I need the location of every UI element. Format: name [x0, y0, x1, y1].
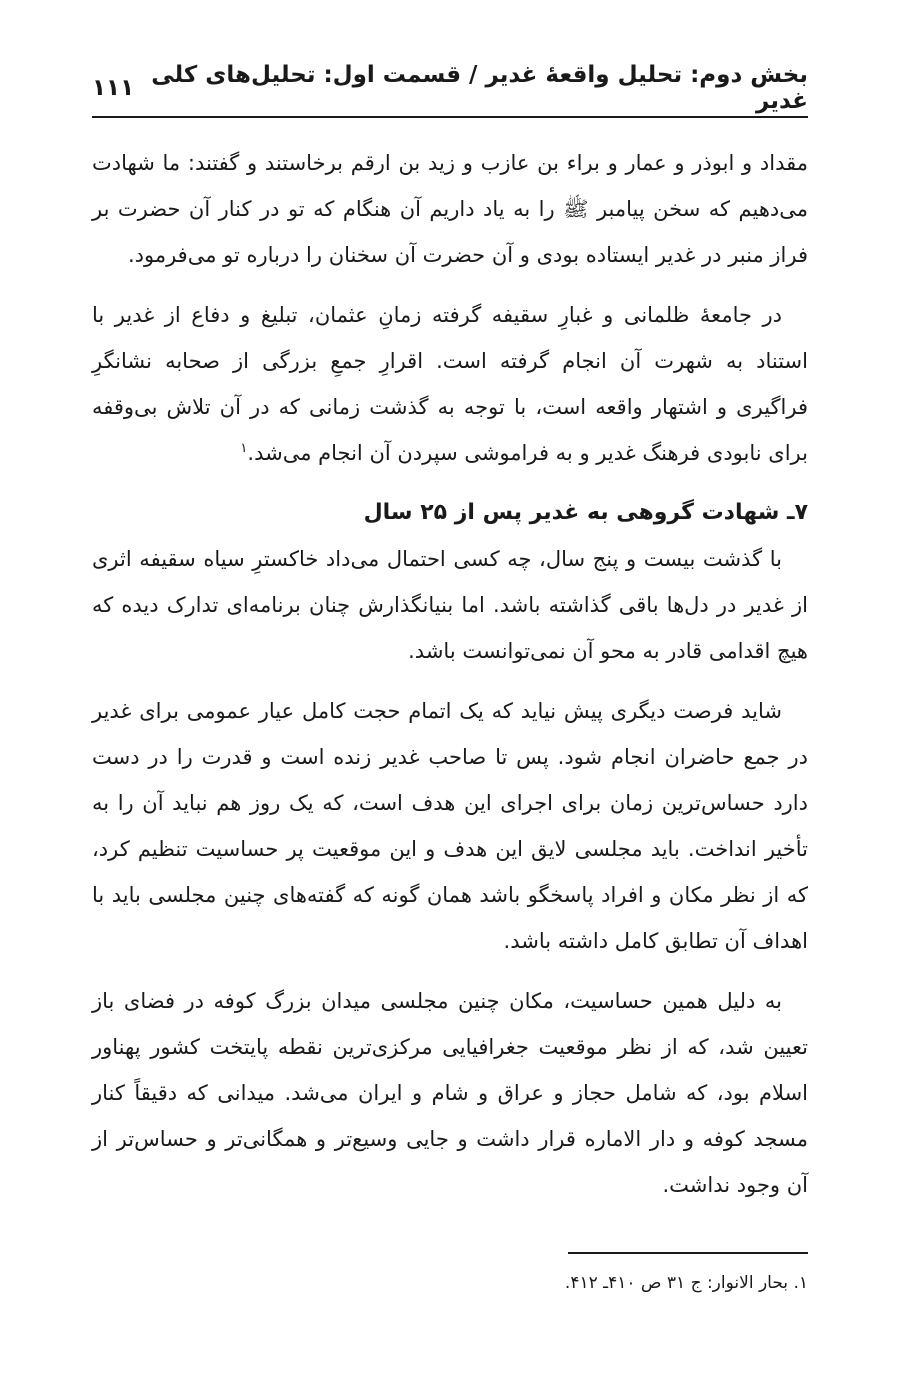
footnote: ۱. بحار الانوار: ج ۳۱ ص ۴۱۰ـ ۴۱۲.	[564, 1273, 808, 1293]
paragraph-4: شاید فرصت دیگری پیش نیاید که یک اتمام حجت کامل عیار عمومی برای غدیر در جمع حاضران انجام شود. پس تا صاحب غدیر زنده است و قدرت را در دست دارد حساس‌ترین زمان برای اجرای این هدف است، که یک روز هم نباید آن را به تأخیر انداخت. باید مجلسی لایق این هدف و این موقعیت پر حساسیت تنظیم کرد، که از نظر مکان و افراد پاسخگو باشد همان گونه که گفته‌های چنین مجلسی باید با اهداف آن تطابق کامل داشته باشد.	[92, 699, 808, 953]
paragraph-1: مقداد و ابوذر و عمار و براء بن عازب و زید بن ارقم برخاستند و گفتند: ما شهادت می‌دهیم که سخن پیامبر ﷺ را به یاد داریم آن هنگام که تو در کنار آن حضرت بر فراز منبر در غدیر ایستاده بودی و آن حضرت آن سخنان را درباره تو می‌فرمود.	[92, 151, 808, 267]
page-header	[92, 62, 808, 114]
paragraph-2	[92, 292, 808, 476]
paragraph-2-text: در جامعهٔ ظلمانی و غبارِ سقیفه گرفته زمانِ عثمان، تبلیغ و دفاع از غدیر با استناد به شهرت آن انجام گرفته است. اقرارِ جمعِ بزرگی از صحابه نشانگرِ فراگیری و اشتهار واقعه است، با توجه به گذشت زمانی که در آن تلاش بی‌وقفه برای نابودی فرهنگ غدیر و به فراموشی سپردن آن انجام می‌شد.	[92, 303, 808, 465]
section-heading: ۷ـ شهادت گروهی به غدیر پس از ۲۵ سال	[363, 500, 808, 525]
running-title: بخش دوم: تحلیل واقعهٔ غدیر / قسمت اول: تحلیل‌های کلی غدیر	[151, 62, 808, 114]
header-rule	[92, 116, 808, 118]
main-text	[92, 140, 808, 1222]
page-number: ۱۱۱	[92, 75, 135, 101]
footnote-reference[interactable]: ۱	[240, 441, 248, 456]
paragraph-5: به دلیل همین حساسیت، مکان چنین مجلسی میدان بزرگ کوفه در فضای باز تعیین شد، که از نظر موقعیت جغرافیایی مرکزی‌ترین نقطه پایتخت کشور پهناور اسلام بود، که شامل حجاز و عراق و شام و ایران می‌شد. میدانی که دقیقاً کنار مسجد کوفه و دار الاماره قرار داشت و جایی وسیع‌تر و همگانی‌تر و حساس‌تر از آن وجود نداشت.	[92, 989, 808, 1197]
paragraph-3: با گذشت بیست و پنج سال، چه کسی احتمال می‌داد خاکسترِ سیاه سقیفه اثری از غدیر در دل‌ها باقی گذاشته باشد. اما بنیانگذارش چنان برنامه‌ای تدارک دیده که هیچ اقدامی قادر به محو آن نمی‌توانست باشد.	[92, 547, 808, 663]
footnote-rule	[568, 1252, 808, 1254]
